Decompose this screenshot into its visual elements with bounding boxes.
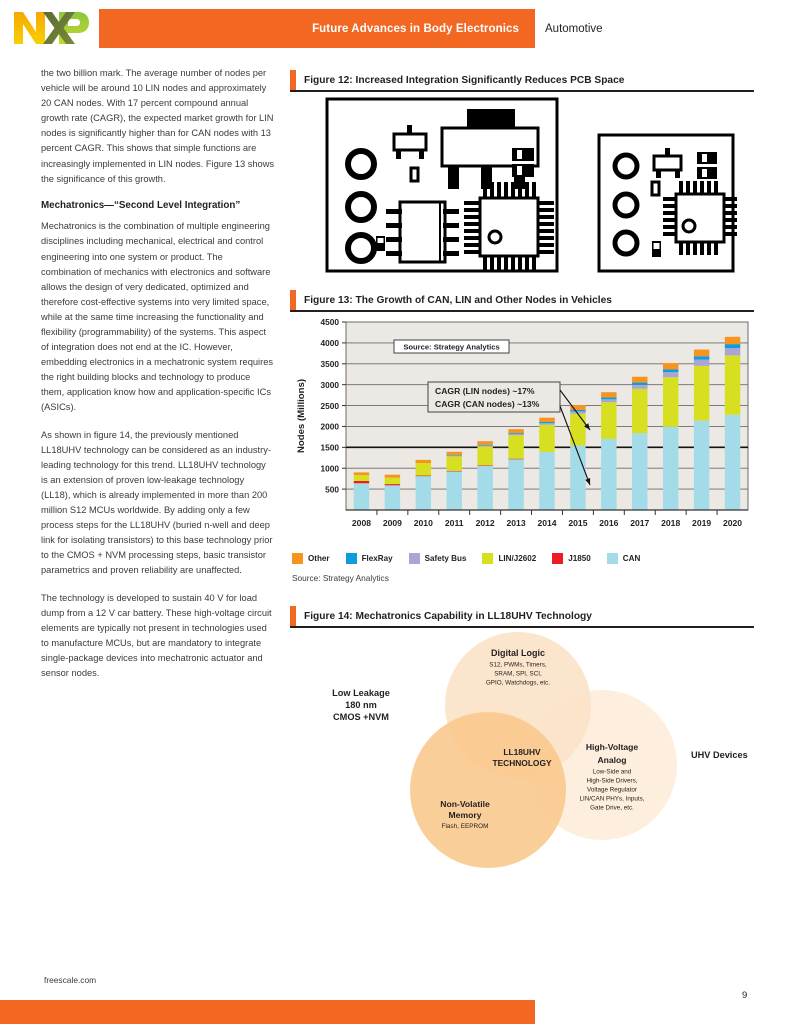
- chart-bar-segment-lin-j2602: [663, 377, 678, 427]
- chart-x-tick-label: 2008: [351, 518, 372, 528]
- svg-text:TECHNOLOGY: TECHNOLOGY: [492, 758, 552, 768]
- page-header: [0, 0, 791, 56]
- svg-text:Low-Side and: Low-Side and: [592, 768, 632, 776]
- figure-13-chart: [290, 314, 754, 544]
- chart-bar-segment-other: [725, 337, 740, 344]
- chart-bar-segment-lin-j2602: [725, 355, 740, 414]
- legend-item-other: [292, 553, 330, 564]
- chart-y-tick-label: 1500: [320, 442, 339, 453]
- legend-item-j1850: [552, 553, 591, 564]
- chart-bar-segment-lin-j2602: [354, 475, 369, 481]
- paragraph-3: As shown in figure 14, the previously mentioned LL18UHV technology can be considered as an industry-leading technology for this trend. LL18UHV technology is an extension of proven low-leakage technology (LL18), which is already implemented in more than 200 million S12 MCUs worldwide. By adding only a few process steps for the LL18UHV (buried n-well and deep link for isolating transistors) to this base technology prior to the CMOS + NVM processing steps, basic transistor parametrics and proven reliability are unaffected.: [41, 429, 273, 576]
- svg-text:Flash, EEPROM: Flash, EEPROM: [441, 823, 489, 830]
- svg-text:Low Leakage: Low Leakage: [332, 688, 390, 698]
- figure-14-accent-bar: [290, 606, 296, 626]
- svg-text:180 nm: 180 nm: [345, 700, 377, 710]
- figure-12-image: [290, 96, 754, 278]
- svg-text:Non-Volatile: Non-Volatile: [440, 799, 490, 809]
- chart-bar-segment-lin-j2602: [539, 425, 554, 452]
- legend-item-can: [607, 553, 641, 564]
- chart-y-tick-label: 500: [325, 484, 339, 495]
- chart-bar-segment-safety-bus: [725, 348, 740, 355]
- chart-y-tick-label: 4000: [320, 338, 339, 349]
- chart-bar-segment-can: [477, 466, 492, 510]
- chart-bar-segment-safety-bus: [447, 456, 462, 457]
- chart-y-tick-label: 2000: [320, 421, 339, 432]
- svg-text:Gate Drive, etc.: Gate Drive, etc.: [590, 804, 634, 812]
- chart-bar-segment-can: [416, 476, 431, 510]
- chart-bar-segment-safety-bus: [663, 372, 678, 377]
- chart-cagr-line-2: CAGR (CAN nodes) ~13%: [435, 399, 540, 409]
- chart-bar-segment-j1850: [508, 459, 523, 460]
- large-pcb-board: [327, 99, 557, 272]
- chart-bar-segment-j1850: [385, 484, 400, 485]
- chart-x-tick-label: 2020: [722, 518, 743, 528]
- chart-x-tick-label: 2016: [599, 518, 619, 528]
- small-pcb-board: [599, 135, 737, 271]
- digital-logic-text: [486, 648, 550, 687]
- figure-14-venn-diagram: [290, 630, 754, 870]
- svg-text:CMOS +NVM: CMOS +NVM: [333, 712, 389, 722]
- chart-source-note: Source: Strategy Analytics: [292, 573, 389, 583]
- paragraph-4: The technology is developed to sustain 40 V for load dump from a 12 V car battery. These high-voltage circuit elements are typically not present in technologies used to manufacture MCUs, but are mandatory to integrate single-package devices into mechatronic actuator and sensor nodes.: [41, 592, 272, 678]
- legend-label: CAN: [622, 553, 641, 563]
- svg-text:High-Side Drivers,: High-Side Drivers,: [586, 777, 638, 785]
- chart-bar-segment-flexray: [663, 369, 678, 372]
- figure-14-rule: [290, 626, 754, 628]
- paragraph-2: Mechatronics is the combination of multiple engineering disciplines including mechanical, electrical and control engineering into one system or product. The combination of mechanics with electronics and software allows the design of very dedicated, optimized and therefore cost-effective systems into very limited space, while at the same time increasing the functionality and flexibility (programmability) of the systems. This aspect of integration does not end at the IC. However, embedding electronics in a mechatronic system requires the right building blocks and technology to produce them, application know how and application-specific ICs (ASICs).: [41, 221, 274, 413]
- chart-y-axis-title: Nodes (Millions): [296, 378, 307, 454]
- legend-swatch: [607, 553, 618, 564]
- footer-orange-bar: [0, 1000, 535, 1024]
- chart-bar-segment-j1850: [354, 481, 369, 483]
- figure-14-caption: Figure 14: Mechatronics Capability in LL18UHV Technology: [304, 610, 592, 622]
- svg-text:Digital Logic: Digital Logic: [491, 648, 545, 658]
- chart-y-tick-label: 4500: [320, 317, 339, 328]
- legend-label: LIN/J2602: [498, 553, 537, 563]
- chart-bar-segment-can: [601, 439, 616, 510]
- article-text-column: [41, 66, 275, 693]
- figure-13-rule: [290, 310, 754, 312]
- chart-bar-segment-lin-j2602: [694, 366, 709, 421]
- chart-bar-segment-other: [477, 441, 492, 445]
- legend-swatch: [482, 553, 493, 564]
- chart-x-tick-label: 2019: [692, 518, 712, 528]
- chart-bar-segment-j1850: [416, 476, 431, 477]
- non-volatile-memory-circle: [410, 712, 566, 868]
- chart-bar-segment-lin-j2602: [570, 414, 585, 446]
- chart-x-tick-label: 2014: [537, 518, 557, 528]
- chart-bar-segment-flexray: [694, 356, 709, 359]
- svg-text:LL18UHV: LL18UHV: [503, 747, 541, 757]
- chart-bar-segment-can: [447, 471, 462, 510]
- legend-item-flexray: [346, 553, 393, 564]
- chart-bar-segment-lin-j2602: [601, 402, 616, 439]
- legend-label: Safety Bus: [424, 553, 467, 563]
- chart-x-tick-label: 2015: [568, 518, 588, 528]
- legend-swatch: [292, 553, 303, 564]
- header-title: Future Advances in Body Electronics: [312, 22, 519, 35]
- figure-13-header: [290, 290, 754, 310]
- legend-label: FlexRay: [361, 553, 393, 563]
- chart-x-tick-label: 2011: [444, 518, 464, 528]
- chart-x-tick-label: 2013: [506, 518, 526, 528]
- footer-url[interactable]: freescale.com: [44, 975, 97, 985]
- legend-swatch: [346, 553, 357, 564]
- chart-bar-segment-flexray: [725, 344, 740, 348]
- chart-source-box-text: Source: Strategy Analytics: [403, 342, 500, 352]
- chart-y-tick-label: 1000: [320, 463, 339, 474]
- legend-item-lin-j2602: [482, 553, 536, 564]
- chart-x-tick-label: 2017: [630, 518, 650, 528]
- chart-bar-segment-safety-bus: [694, 360, 709, 366]
- chart-bar-segment-j1850: [477, 465, 492, 466]
- figure-13-caption: Figure 13: The Growth of CAN, LIN and Other Nodes in Vehicles: [304, 294, 612, 306]
- chart-bar-segment-other: [539, 418, 554, 422]
- figure-12-accent-bar: [290, 70, 296, 90]
- svg-text:S12, PWMs, Timers,: S12, PWMs, Timers,: [489, 661, 547, 669]
- figure-12-rule: [290, 90, 754, 92]
- chart-bar-segment-can: [354, 483, 369, 510]
- chart-bar-segment-flexray: [539, 422, 554, 423]
- svg-text:UHV Devices: UHV Devices: [691, 750, 748, 760]
- chart-y-tick-label: 2500: [320, 400, 339, 411]
- chart-bar-segment-other: [694, 350, 709, 357]
- nxp-logo: [12, 8, 92, 48]
- chart-bar-segment-flexray: [508, 433, 523, 434]
- svg-text:High-Voltage: High-Voltage: [585, 742, 639, 752]
- chart-bar-segment-other: [385, 475, 400, 478]
- uhv-devices-label: [691, 750, 748, 760]
- chart-bar-segment-lin-j2602: [477, 446, 492, 465]
- chart-bar-segment-safety-bus: [477, 445, 492, 446]
- chart-bar-segment-other: [447, 452, 462, 455]
- chart-bar-segment-can: [632, 433, 647, 510]
- chart-bar-segment-other: [601, 392, 616, 397]
- figure-13-accent-bar: [290, 290, 296, 310]
- svg-text:SRAM, SPI, SCI,: SRAM, SPI, SCI,: [494, 670, 542, 678]
- legend-item-safety-bus: [409, 553, 467, 564]
- chart-bar-segment-other: [632, 377, 647, 383]
- chart-bar-segment-j1850: [447, 471, 462, 472]
- chart-cagr-line-1: CAGR (LIN nodes) ~17%: [435, 386, 535, 396]
- chart-bar-segment-can: [725, 415, 740, 510]
- figure-14-header: [290, 606, 754, 626]
- chart-bar-segment-can: [385, 485, 400, 510]
- low-leakage-label: [332, 688, 390, 722]
- figure-12-header: [290, 70, 754, 90]
- chart-bar-segment-lin-j2602: [447, 456, 462, 470]
- chart-bar-segment-can: [663, 427, 678, 510]
- legend-swatch: [552, 553, 563, 564]
- chart-bar-segment-other: [508, 429, 523, 433]
- legend-label: J1850: [568, 553, 591, 563]
- chart-legend: [292, 551, 756, 565]
- chart-y-tick-label: 3500: [320, 358, 339, 369]
- chart-bar-segment-lin-j2602: [416, 463, 431, 476]
- figure-12-caption: Figure 12: Increased Integration Significantly Reduces PCB Space: [304, 74, 625, 86]
- legend-label: Other: [308, 553, 330, 563]
- paragraph-1: the two billion mark. The average number of nodes per vehicle will be around 10 LIN nodes and approximately 20 CAN nodes. With 17 percent compound annual growth rate (CAGR), the expected market growth for LIN nodes is significantly higher than for CAN nodes with 13 percent CAGR. This shows that simple functions are increasingly implemented in LIN nodes. Figure 13 shows the significance of this growth.: [41, 68, 275, 184]
- chart-bar-segment-can: [539, 452, 554, 510]
- chart-bar-segment-flexray: [601, 397, 616, 399]
- chart-bar-segment-safety-bus: [601, 399, 616, 402]
- chart-bar-segment-flexray: [632, 383, 647, 385]
- chart-bar-segment-other: [354, 472, 369, 475]
- chart-bar-segment-lin-j2602: [385, 478, 400, 484]
- chart-x-tick-label: 2009: [382, 518, 402, 528]
- chart-bar-segment-can: [694, 421, 709, 510]
- chart-bar-segment-safety-bus: [632, 385, 647, 389]
- header-segment-label: Automotive: [545, 22, 603, 35]
- chart-x-tick-label: 2012: [475, 518, 495, 528]
- chart-bar-segment-flexray: [570, 410, 585, 411]
- page-number: 9: [742, 990, 748, 1001]
- chart-bar-segment-can: [508, 459, 523, 510]
- chart-x-tick-label: 2018: [661, 518, 681, 528]
- chart-bar-segment-flexray: [447, 455, 462, 456]
- chart-bar-segment-can: [570, 445, 585, 510]
- chart-bar-segment-other: [663, 363, 678, 369]
- chart-bar-segment-other: [416, 460, 431, 463]
- svg-text:Voltage Regulator: Voltage Regulator: [586, 786, 638, 794]
- section-heading-mechatronics: Mechatronics—“Second Level Integration”: [41, 199, 241, 211]
- chart-bar-segment-safety-bus: [508, 434, 523, 435]
- svg-text:GPIO, Watchdogs, etc.: GPIO, Watchdogs, etc.: [485, 679, 551, 687]
- legend-swatch: [409, 553, 420, 564]
- svg-text:Analog: Analog: [597, 755, 627, 765]
- chart-x-tick-label: 2010: [413, 518, 433, 528]
- svg-text:Memory: Memory: [448, 810, 482, 820]
- chart-y-tick-label: 3000: [320, 379, 339, 390]
- svg-text:LIN/CAN PHYs, Inputs,: LIN/CAN PHYs, Inputs,: [579, 795, 645, 803]
- chart-bar-segment-lin-j2602: [508, 435, 523, 458]
- chart-bar-segment-safety-bus: [539, 423, 554, 425]
- chart-bar-segment-flexray: [477, 445, 492, 446]
- chart-bar-segment-lin-j2602: [632, 389, 647, 433]
